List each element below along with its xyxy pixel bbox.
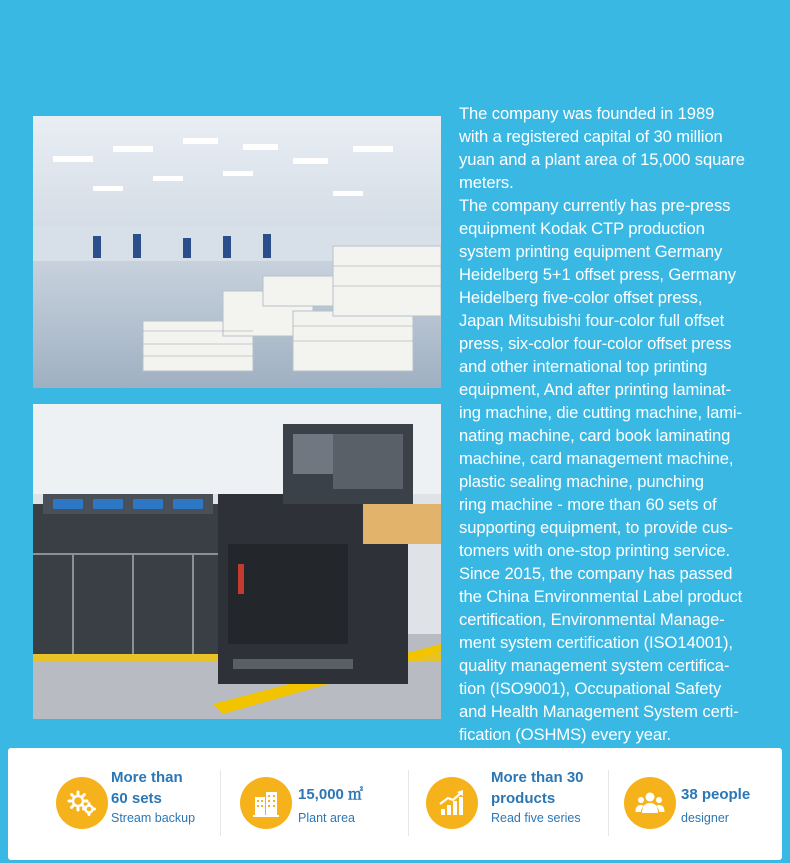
description-line: meters. bbox=[459, 173, 514, 192]
description-line: Japan Mitsubishi four-color full offset bbox=[459, 311, 725, 330]
description-line: tion (ISO9001), Occupational Safety bbox=[459, 679, 722, 698]
stat-subtitle: Plant area bbox=[298, 811, 355, 825]
stat-title: More than 30 bbox=[491, 769, 584, 786]
description-line: press, six-color four-color offset press bbox=[459, 334, 732, 353]
description-line: with a registered capital of 30 million bbox=[459, 127, 723, 146]
team-icon bbox=[624, 777, 676, 829]
buildings-icon bbox=[240, 777, 292, 829]
description-line: and Health Management System certi- bbox=[459, 702, 739, 721]
description-line: certification, Environmental Manage- bbox=[459, 610, 725, 629]
description-line: equipment, And after printing laminat- bbox=[459, 380, 731, 399]
stat-subtitle: Stream backup bbox=[111, 811, 196, 825]
description-line: tomers with one-stop printing service. bbox=[459, 541, 731, 560]
description-line: yuan and a plant area of 15,000 square bbox=[459, 150, 745, 169]
factory-floor-photo bbox=[33, 116, 441, 388]
description-line: plastic sealing machine, punching bbox=[459, 472, 704, 491]
gears-icon bbox=[56, 777, 108, 829]
description-line: fication (OSHMS) every year. bbox=[459, 725, 672, 744]
description-line: quality management system certifica- bbox=[459, 656, 730, 675]
divider bbox=[220, 770, 221, 836]
description-line: Since 2015, the company has passed bbox=[459, 564, 733, 583]
description-line: machine, card management machine, bbox=[459, 449, 734, 468]
stat-designers bbox=[616, 748, 782, 860]
description-line: The company currently has pre-press bbox=[459, 196, 731, 215]
stat-products bbox=[416, 748, 616, 860]
stat-plant-area bbox=[228, 748, 408, 860]
stats-bar bbox=[8, 748, 782, 860]
printing-press-photo bbox=[33, 404, 441, 719]
stat-subtitle: Read five series bbox=[491, 811, 581, 825]
stat-title: More than bbox=[111, 769, 183, 786]
description-line: the China Environmental Label product bbox=[459, 587, 743, 606]
company-description bbox=[459, 102, 777, 746]
description-line: Heidelberg 5+1 offset press, Germany bbox=[459, 265, 736, 284]
description-line: system printing equipment Germany bbox=[459, 242, 723, 261]
stat-equipment bbox=[8, 748, 208, 860]
divider bbox=[408, 770, 409, 836]
stat-title: products bbox=[491, 790, 556, 807]
description-line: Heidelberg five-color offset press, bbox=[459, 288, 703, 307]
description-line: The company was founded in 1989 bbox=[459, 104, 715, 123]
description-line: ment system certification (ISO14001), bbox=[459, 633, 733, 652]
description-line: ing machine, die cutting machine, lami- bbox=[459, 403, 742, 422]
stat-title: 60 sets bbox=[111, 790, 162, 807]
stat-subtitle: designer bbox=[681, 811, 729, 825]
growth-chart-icon bbox=[426, 777, 478, 829]
stat-title: 15,000 ㎡ bbox=[298, 786, 364, 803]
description-line: nating machine, card book laminating bbox=[459, 426, 731, 445]
description-line: equipment Kodak CTP production bbox=[459, 219, 705, 238]
stat-title: 38 people bbox=[681, 786, 751, 803]
description-line: supporting equipment, to provide cus- bbox=[459, 518, 733, 537]
description-line: and other international top printing bbox=[459, 357, 708, 376]
divider bbox=[608, 770, 609, 836]
description-line: ring machine - more than 60 sets of bbox=[459, 495, 717, 514]
